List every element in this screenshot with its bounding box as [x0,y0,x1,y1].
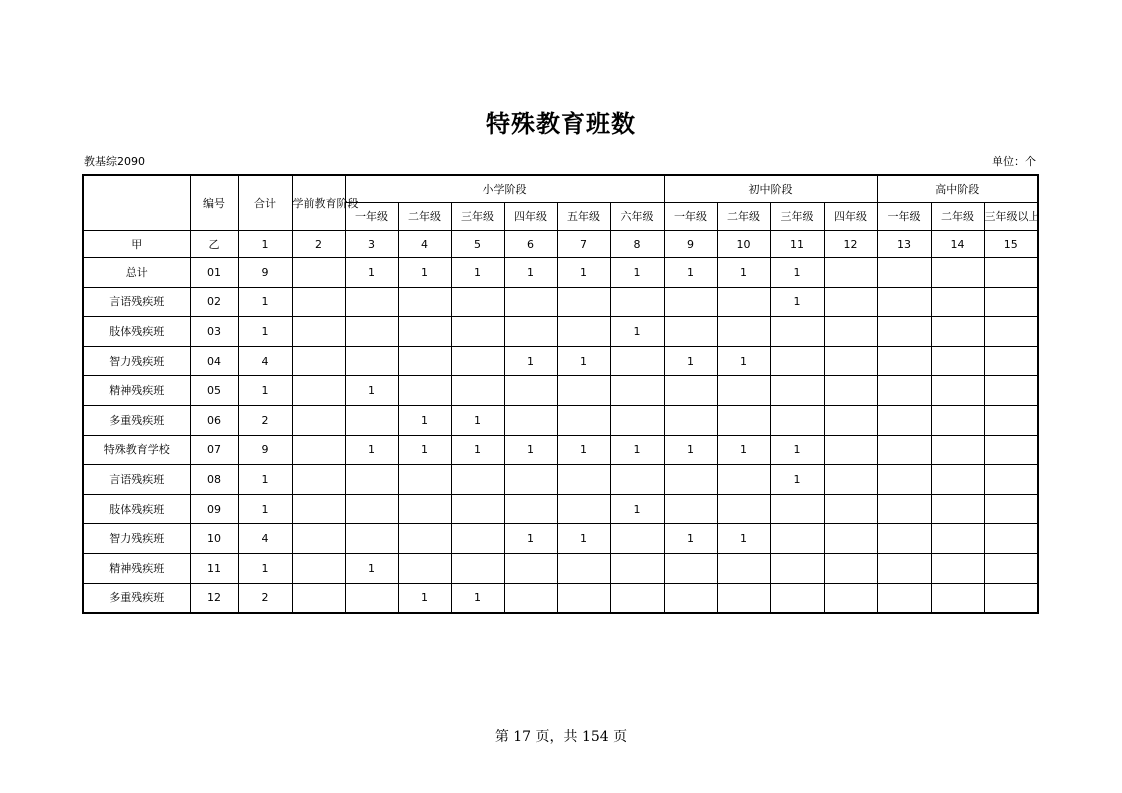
value-cell: 1 [717,258,770,288]
value-cell [504,553,557,583]
value-cell: 1 [557,346,610,376]
value-cell: 1 [610,494,664,524]
row-code-cell: 01 [190,258,238,288]
value-cell [664,376,717,406]
value-cell [877,494,931,524]
header-blank-cell [83,175,190,231]
value-cell [345,524,398,554]
value-cell: 1 [345,258,398,288]
header-junior-grade: 四年级 [824,203,877,231]
value-cell [451,346,504,376]
value-cell [931,376,984,406]
value-cell: 1 [770,287,824,317]
value-cell: 1 [504,346,557,376]
value-cell [557,553,610,583]
value-cell [557,583,610,613]
value-cell: 9 [238,258,292,288]
value-cell [610,524,664,554]
value-cell [770,346,824,376]
value-cell [717,583,770,613]
value-cell: 1 [451,435,504,465]
value-cell [877,346,931,376]
value-cell [824,258,877,288]
header-junior-grade: 二年级 [717,203,770,231]
value-cell [292,553,345,583]
value-cell [770,524,824,554]
value-cell: 1 [770,435,824,465]
value-cell: 4 [238,524,292,554]
value-cell [345,405,398,435]
header-total: 合计 [238,175,292,231]
value-cell: 1 [238,376,292,406]
value-cell: 1 [345,376,398,406]
value-cell [984,553,1038,583]
row-name-cell: 言语残疾班 [83,465,190,495]
value-cell: 1 [398,405,451,435]
value-cell: 1 [451,583,504,613]
value-cell [345,287,398,317]
value-cell [451,553,504,583]
value-cell [504,583,557,613]
table-row [83,524,1038,554]
value-cell: 9 [238,435,292,465]
row-name-cell: 肢体残疾班 [83,317,190,347]
value-cell: 1 [504,258,557,288]
value-cell [717,287,770,317]
value-cell [931,346,984,376]
value-cell: 1 [398,258,451,288]
header-senior-grade: 二年级 [931,203,984,231]
value-cell [664,494,717,524]
statistics-table [82,174,1039,614]
value-cell: 1 [664,524,717,554]
value-cell [610,553,664,583]
index-cell: 13 [877,231,931,258]
value-cell [664,287,717,317]
value-cell [610,405,664,435]
value-cell [557,376,610,406]
value-cell: 1 [770,465,824,495]
value-cell [345,465,398,495]
row-name-cell: 精神残疾班 [83,553,190,583]
row-code-cell: 11 [190,553,238,583]
header-primary-grade: 五年级 [557,203,610,231]
row-code-cell: 04 [190,346,238,376]
index-cell: 1 [238,231,292,258]
table-row [83,376,1038,406]
value-cell: 1 [557,435,610,465]
value-cell [717,494,770,524]
header-junior-grade: 三年级 [770,203,824,231]
value-cell: 1 [504,524,557,554]
header-senior-grade: 三年级以上 [984,203,1038,231]
value-cell [984,376,1038,406]
value-cell [398,346,451,376]
value-cell [717,553,770,583]
header-senior: 高中阶段 [877,175,1038,203]
value-cell: 4 [238,346,292,376]
header-junior: 初中阶段 [664,175,877,203]
value-cell: 1 [345,435,398,465]
value-cell [877,524,931,554]
value-cell: 2 [238,405,292,435]
value-cell [451,524,504,554]
value-cell [451,494,504,524]
value-cell [770,494,824,524]
value-cell [984,346,1038,376]
value-cell [504,376,557,406]
table-row [83,494,1038,524]
value-cell [931,435,984,465]
value-cell [292,405,345,435]
value-cell [504,405,557,435]
index-cell: 2 [292,231,345,258]
row-name-cell: 总计 [83,258,190,288]
value-cell: 1 [238,317,292,347]
value-cell [292,524,345,554]
row-code-cell: 08 [190,465,238,495]
value-cell [398,287,451,317]
value-cell: 1 [717,346,770,376]
value-cell: 1 [557,258,610,288]
value-cell [717,317,770,347]
value-cell [770,405,824,435]
value-cell [664,583,717,613]
value-cell [877,376,931,406]
header-primary-grade: 六年级 [610,203,664,231]
value-cell [610,583,664,613]
value-cell [451,317,504,347]
row-code-cell: 03 [190,317,238,347]
value-cell [984,435,1038,465]
table-row [83,346,1038,376]
value-cell [984,465,1038,495]
value-cell [610,465,664,495]
row-name-cell: 多重残疾班 [83,405,190,435]
row-name-cell: 多重残疾班 [83,583,190,613]
value-cell [824,287,877,317]
value-cell [557,287,610,317]
value-cell [717,405,770,435]
value-cell [664,465,717,495]
row-code-cell: 05 [190,376,238,406]
value-cell [292,583,345,613]
value-cell [877,317,931,347]
value-cell [770,583,824,613]
value-cell [557,317,610,347]
value-cell [504,287,557,317]
value-cell [451,287,504,317]
value-cell [717,376,770,406]
value-cell [504,317,557,347]
value-cell: 1 [238,494,292,524]
value-cell: 1 [664,258,717,288]
value-cell [824,524,877,554]
value-cell [398,494,451,524]
value-cell [345,583,398,613]
index-cell: 9 [664,231,717,258]
table-row [83,465,1038,495]
value-cell [770,376,824,406]
value-cell [824,465,877,495]
value-cell [824,346,877,376]
value-cell [398,376,451,406]
value-cell [345,494,398,524]
table-row [83,435,1038,465]
value-cell: 1 [610,317,664,347]
row-name-cell: 智力残疾班 [83,524,190,554]
value-cell [610,376,664,406]
row-name-cell: 智力残疾班 [83,346,190,376]
value-cell [664,553,717,583]
table-row [83,583,1038,613]
value-cell [824,317,877,347]
value-cell [451,465,504,495]
row-code-cell: 06 [190,405,238,435]
header-row-index [83,231,1038,258]
header-primary: 小学阶段 [345,175,664,203]
table-row [83,405,1038,435]
value-cell [398,524,451,554]
value-cell [877,405,931,435]
value-cell [292,494,345,524]
value-cell: 1 [610,258,664,288]
header-code: 编号 [190,175,238,231]
value-cell [877,583,931,613]
value-cell [610,346,664,376]
value-cell: 1 [557,524,610,554]
value-cell [664,317,717,347]
index-cell: 3 [345,231,398,258]
value-cell [451,376,504,406]
value-cell: 1 [664,435,717,465]
value-cell [984,317,1038,347]
value-cell [504,465,557,495]
row-code-cell: 10 [190,524,238,554]
value-cell [931,317,984,347]
value-cell: 1 [610,435,664,465]
index-cell: 甲 [83,231,190,258]
table-row [83,317,1038,347]
index-cell: 10 [717,231,770,258]
value-cell: 1 [398,435,451,465]
header-senior-grade: 一年级 [877,203,931,231]
value-cell: 1 [238,553,292,583]
value-cell [345,317,398,347]
row-code-cell: 09 [190,494,238,524]
value-cell: 1 [238,465,292,495]
value-cell [931,405,984,435]
index-cell: 5 [451,231,504,258]
value-cell [292,258,345,288]
value-cell [664,405,717,435]
value-cell [984,405,1038,435]
row-name-cell: 精神残疾班 [83,376,190,406]
header-primary-grade: 二年级 [398,203,451,231]
index-cell: 4 [398,231,451,258]
header-primary-grade: 一年级 [345,203,398,231]
row-code-cell: 12 [190,583,238,613]
value-cell: 1 [451,258,504,288]
index-cell: 11 [770,231,824,258]
value-cell [824,376,877,406]
header-junior-grade: 一年级 [664,203,717,231]
value-cell [292,287,345,317]
value-cell [931,494,984,524]
value-cell: 1 [504,435,557,465]
value-cell [931,553,984,583]
value-cell: 1 [664,346,717,376]
value-cell [398,465,451,495]
value-cell [877,258,931,288]
page-title: 特殊教育班数 [486,110,636,138]
value-cell [292,465,345,495]
value-cell [824,494,877,524]
value-cell: 1 [398,583,451,613]
table-row [83,258,1038,288]
value-cell [931,524,984,554]
value-cell [292,435,345,465]
value-cell [398,553,451,583]
value-cell [984,258,1038,288]
row-name-cell: 肢体残疾班 [83,494,190,524]
table-row [83,553,1038,583]
value-cell: 1 [717,524,770,554]
header-row-groups [83,175,1038,203]
value-cell [931,258,984,288]
value-cell [770,317,824,347]
row-name-cell: 特殊教育学校 [83,435,190,465]
value-cell: 1 [717,435,770,465]
header-preschool: 学前教育阶段 [292,175,345,231]
row-code-cell: 02 [190,287,238,317]
value-cell [877,465,931,495]
index-cell: 6 [504,231,557,258]
value-cell: 1 [770,258,824,288]
index-cell: 12 [824,231,877,258]
value-cell [610,287,664,317]
value-cell [931,583,984,613]
value-cell [398,317,451,347]
value-cell [824,553,877,583]
form-code: 教基综2090 [84,155,145,168]
value-cell [292,346,345,376]
value-cell [557,405,610,435]
table-row [83,287,1038,317]
value-cell [504,494,557,524]
unit-label: 单位：个 [992,155,1036,168]
index-cell: 8 [610,231,664,258]
value-cell [877,435,931,465]
value-cell: 1 [451,405,504,435]
value-cell [931,287,984,317]
value-cell [984,524,1038,554]
value-cell [292,317,345,347]
value-cell [931,465,984,495]
header-primary-grade: 四年级 [504,203,557,231]
index-cell: 15 [984,231,1038,258]
value-cell [877,287,931,317]
value-cell [824,405,877,435]
value-cell [984,287,1038,317]
value-cell [984,494,1038,524]
header-primary-grade: 三年级 [451,203,504,231]
row-code-cell: 07 [190,435,238,465]
value-cell [824,583,877,613]
value-cell: 1 [238,287,292,317]
value-cell [770,553,824,583]
value-cell [557,465,610,495]
value-cell [877,553,931,583]
value-cell [292,376,345,406]
value-cell: 2 [238,583,292,613]
row-name-cell: 言语残疾班 [83,287,190,317]
index-cell: 14 [931,231,984,258]
value-cell [717,465,770,495]
value-cell: 1 [345,553,398,583]
page-footer: 第 17 页，共 154 页 [494,729,628,745]
value-cell [557,494,610,524]
index-cell: 乙 [190,231,238,258]
value-cell [345,346,398,376]
value-cell [824,435,877,465]
index-cell: 7 [557,231,610,258]
value-cell [984,583,1038,613]
